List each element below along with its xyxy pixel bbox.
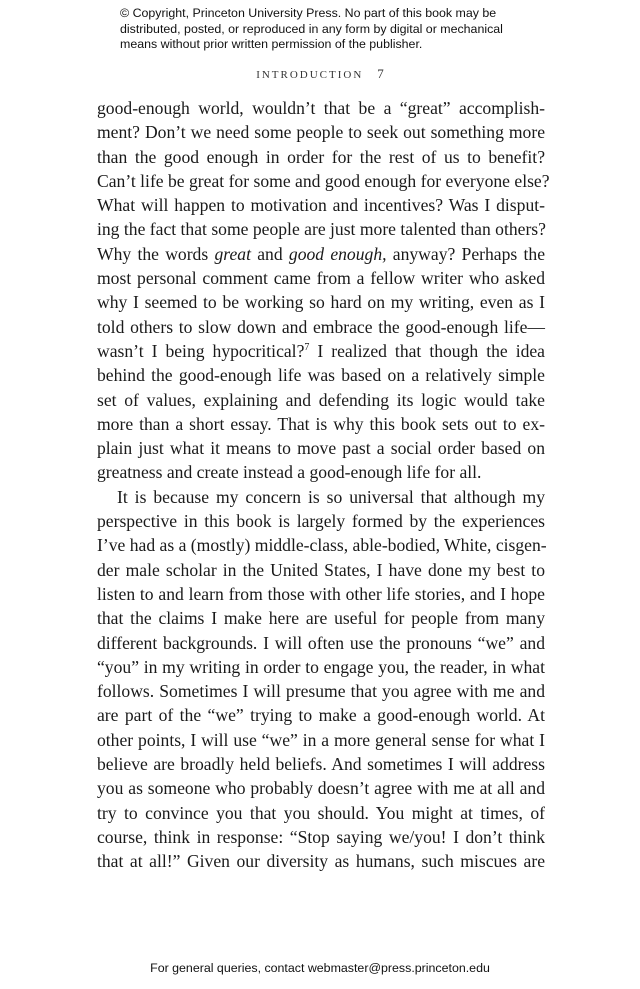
italic-term-good-enough: good enough, xyxy=(288,243,387,264)
copyright-line: © Copyright, Princeton University Press. No part of this book may be xyxy=(120,6,497,20)
text-line: I’ve had as a (mostly) middle-class, able-bodied, White, cisgen- xyxy=(97,535,547,556)
text-line: most personal comment came from a fellow writer who asked xyxy=(97,268,545,289)
text-line: are part of the “we” trying to make a good-enough world. At xyxy=(97,705,545,726)
text-line: behind the good-enough life was based on a relatively simple xyxy=(97,365,545,386)
text-line: ing the fact that some people are just more talented than others? xyxy=(97,219,546,240)
text-line: different backgrounds. I will often use the pronouns “we” and xyxy=(97,632,545,653)
text-run: Why the words xyxy=(97,243,215,264)
text-line: Can’t life be great for some and good enough for everyone else? xyxy=(97,170,550,191)
text-line: der male scholar in the United States, I have done my best to xyxy=(97,559,545,580)
text-run: I realized that though the idea xyxy=(309,340,545,361)
text-line: set of values, explaining and defending its logic would take xyxy=(97,389,545,410)
text-line: try to convince you that you should. You might at times, of xyxy=(97,802,545,823)
text-line: more than a short essay. That is why this book sets out to ex- xyxy=(97,413,545,434)
text-line xyxy=(97,339,545,363)
text-line: greatness and create instead a good-enough life for all. xyxy=(97,462,482,483)
text-line: than the good enough in order for the rest of us to benefit? xyxy=(97,146,545,167)
copyright-line: means without prior written permission of the publisher. xyxy=(120,37,423,51)
paragraph-1 xyxy=(97,96,550,485)
footnote-marker[interactable]: 7 xyxy=(304,341,310,353)
text-line: follows. Sometimes I will presume that you agree with me and xyxy=(97,681,545,702)
copyright-notice xyxy=(120,6,540,53)
text-line: It is because my concern is so universal that although my xyxy=(117,486,545,507)
text-line: plain just what it means to move past a social order based on xyxy=(97,438,545,459)
text-line: course, think in response: “Stop saying we/you! I don’t think xyxy=(97,826,545,847)
text-line: ment? Don’t we need some people to seek out something more xyxy=(97,122,545,143)
text-line xyxy=(97,242,545,266)
italic-term-great: great xyxy=(214,243,251,264)
text-line: perspective in this book is largely formed by the experiences xyxy=(97,511,545,532)
running-head xyxy=(0,66,640,82)
text-line: good-enough world, wouldn’t that be a “great” accomplish- xyxy=(97,98,545,118)
footer-contact: For general queries, contact webmaster@press.princeton.edu xyxy=(150,961,490,975)
text-line: you as someone who probably doesn’t agree with me at all and xyxy=(97,778,545,799)
text-run: and xyxy=(250,243,289,264)
text-line: why I seemed to be working so hard on my writing, even as I xyxy=(97,292,545,313)
page-number: 7 xyxy=(377,66,384,81)
text-line: told others to slow down and embrace the good-enough life— xyxy=(97,316,545,337)
text-line: “you” in my writing in order to engage you, the reader, in what xyxy=(97,656,545,677)
copyright-line: distributed, posted, or reproduced in any form by digital or mechanical xyxy=(120,21,503,36)
running-head-title: INTRODUCTION xyxy=(256,69,364,81)
text-line: believe are broadly held beliefs. And sometimes I will address xyxy=(97,754,545,775)
paragraph-2 xyxy=(97,485,545,874)
text-line: that at all!” Given our diversity as humans, such miscues are xyxy=(97,851,545,872)
text-line: that the claims I make here are useful for people from many xyxy=(97,608,545,629)
text-run: anyway? Perhaps the xyxy=(386,243,546,264)
body-text xyxy=(97,96,550,874)
text-run: wasn’t I being hypocritical? xyxy=(97,340,305,361)
text-line: other points, I will use “we” in a more general sense for what I xyxy=(97,729,545,750)
text-line: listen to and learn from those with other life stories, and I hope xyxy=(97,583,545,604)
text-line: What will happen to motivation and incentives? Was I disput- xyxy=(97,195,545,216)
